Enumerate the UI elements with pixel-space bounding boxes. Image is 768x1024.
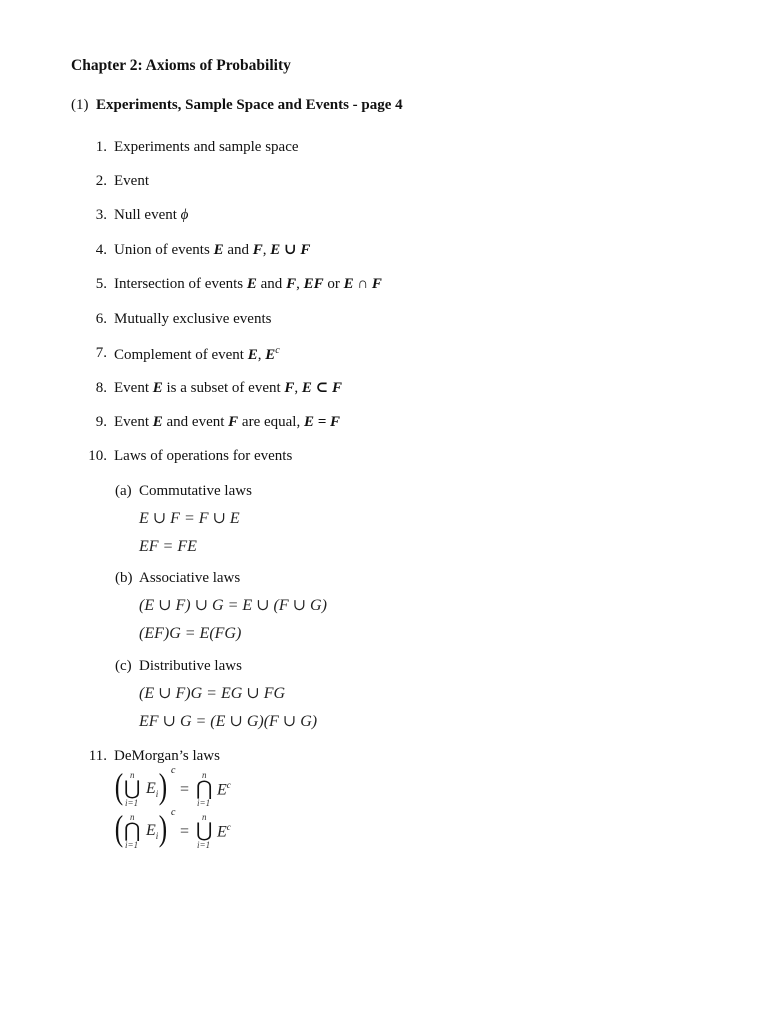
item-text <box>114 415 340 430</box>
connector-text: is a subset of event <box>166 380 281 396</box>
item-text: Event E is a subset of event F, E ⊂ F <box>114 380 342 396</box>
complement-superscript: c <box>171 807 176 818</box>
item-label: Event <box>114 380 149 396</box>
left-paren: ( <box>114 808 124 848</box>
null-symbol: ϕ <box>180 207 189 223</box>
union-operator: ⋃ <box>196 820 213 842</box>
upper-limit: n <box>130 812 135 822</box>
item-number: 3. <box>95 207 107 223</box>
item-text <box>114 208 188 223</box>
item-text: Intersection of events E and F, EF or E ∩ F <box>114 276 382 292</box>
formula: (E ∪ F)G = EG ∪ FG <box>139 685 286 702</box>
lower-limit: i=1 <box>197 798 211 808</box>
connector-text: and <box>260 276 283 292</box>
item-text: Experiments and sample space <box>114 139 299 155</box>
item-label: Intersection of events <box>114 276 244 292</box>
union-operator: ⋃ <box>124 778 141 800</box>
left-paren: ( <box>114 766 124 806</box>
notation: E ⊂ F <box>301 380 342 396</box>
upper-limit: n <box>202 812 207 822</box>
item-number: 10. <box>88 448 107 464</box>
formula: (EF)G = E(FG) <box>139 625 242 642</box>
intersection-operator: ⋂ <box>196 778 213 800</box>
upper-limit: n <box>202 770 207 780</box>
item-number: 8. <box>95 380 107 396</box>
item-label: Complement of event <box>114 347 244 363</box>
complement-superscript: c <box>171 765 176 776</box>
event-symbol: E <box>213 242 224 258</box>
law-name: Associative laws <box>139 570 241 586</box>
equals-sign: = <box>180 781 190 798</box>
formula: E ∪ F = F ∪ E <box>139 510 240 527</box>
event-term: $E_i$ <box>146 822 159 842</box>
lower-limit: i=1 <box>125 798 139 808</box>
item-label: Union of events <box>114 242 210 258</box>
event-symbol: F <box>286 276 297 292</box>
right-paren: ) <box>158 766 168 806</box>
connector-text: and <box>227 242 250 258</box>
item-text: Complement of event E, $E^c$ <box>114 345 280 363</box>
event-symbol: F <box>228 414 239 430</box>
formula: EF = FE <box>139 538 197 555</box>
event-symbol: F <box>252 242 263 258</box>
connector-text: are equal, <box>241 414 301 430</box>
connector-text: and event <box>166 414 225 430</box>
formula: (E ∪ F) ∪ G = E ∪ (F ∪ G) <box>139 597 327 614</box>
law-name: Commutative laws <box>139 483 252 499</box>
upper-limit: n <box>130 770 135 780</box>
event-symbol: F <box>284 380 295 396</box>
section-number: (1) <box>71 97 89 113</box>
item-text: Union of events E and F, E ∪ F <box>114 242 311 258</box>
complement-superscript: c <box>275 345 280 356</box>
item-number: 5. <box>95 276 107 292</box>
event-term: $E^c$ <box>217 822 231 841</box>
intersection-operator: ⋂ <box>124 820 141 842</box>
lower-limit: i=1 <box>125 840 139 850</box>
sublist-label: (b) <box>115 570 133 586</box>
item-text: Laws of operations for events <box>114 448 293 464</box>
right-paren: ) <box>158 808 168 848</box>
event-symbol: E <box>152 414 163 430</box>
item-text: DeMorgan’s laws <box>114 748 220 764</box>
item-number: 6. <box>95 311 107 327</box>
notation: EF <box>303 276 324 292</box>
chapter-title: Chapter 2: Axioms of Probability <box>71 57 291 74</box>
event-symbol: E <box>247 347 258 363</box>
item-number: 4. <box>95 242 107 258</box>
event-symbol: E <box>152 380 163 396</box>
item-number: 1. <box>95 139 107 155</box>
law-name: Distributive laws <box>139 658 242 674</box>
sublist-label: (c) <box>115 658 132 674</box>
item-label: Null event <box>114 207 177 223</box>
lower-limit: i=1 <box>197 840 211 850</box>
item-number: 7. <box>95 345 107 361</box>
event-term: $E_i$ <box>146 780 159 800</box>
event-symbol: E <box>246 276 257 292</box>
item-text: Event <box>114 173 149 189</box>
notation: E ∪ F <box>270 242 311 258</box>
formula: EF ∪ G = (E ∪ G)(F ∪ G) <box>139 713 318 730</box>
notation: E = F <box>303 414 341 430</box>
connector-text: or <box>327 276 340 292</box>
section-title: Experiments, Sample Space and Events - page 4 <box>96 97 403 113</box>
item-number: 9. <box>95 414 107 430</box>
item-number: 2. <box>95 173 107 189</box>
item-text: Mutually exclusive events <box>114 311 272 327</box>
sublist-label: (a) <box>115 483 132 499</box>
notation: E <box>265 347 276 363</box>
notation: E ∩ F <box>343 276 382 292</box>
item-number: 11. <box>88 748 107 764</box>
item-label: Event <box>114 414 149 430</box>
equals-sign: = <box>180 823 190 840</box>
event-term: $E^c$ <box>217 780 231 799</box>
